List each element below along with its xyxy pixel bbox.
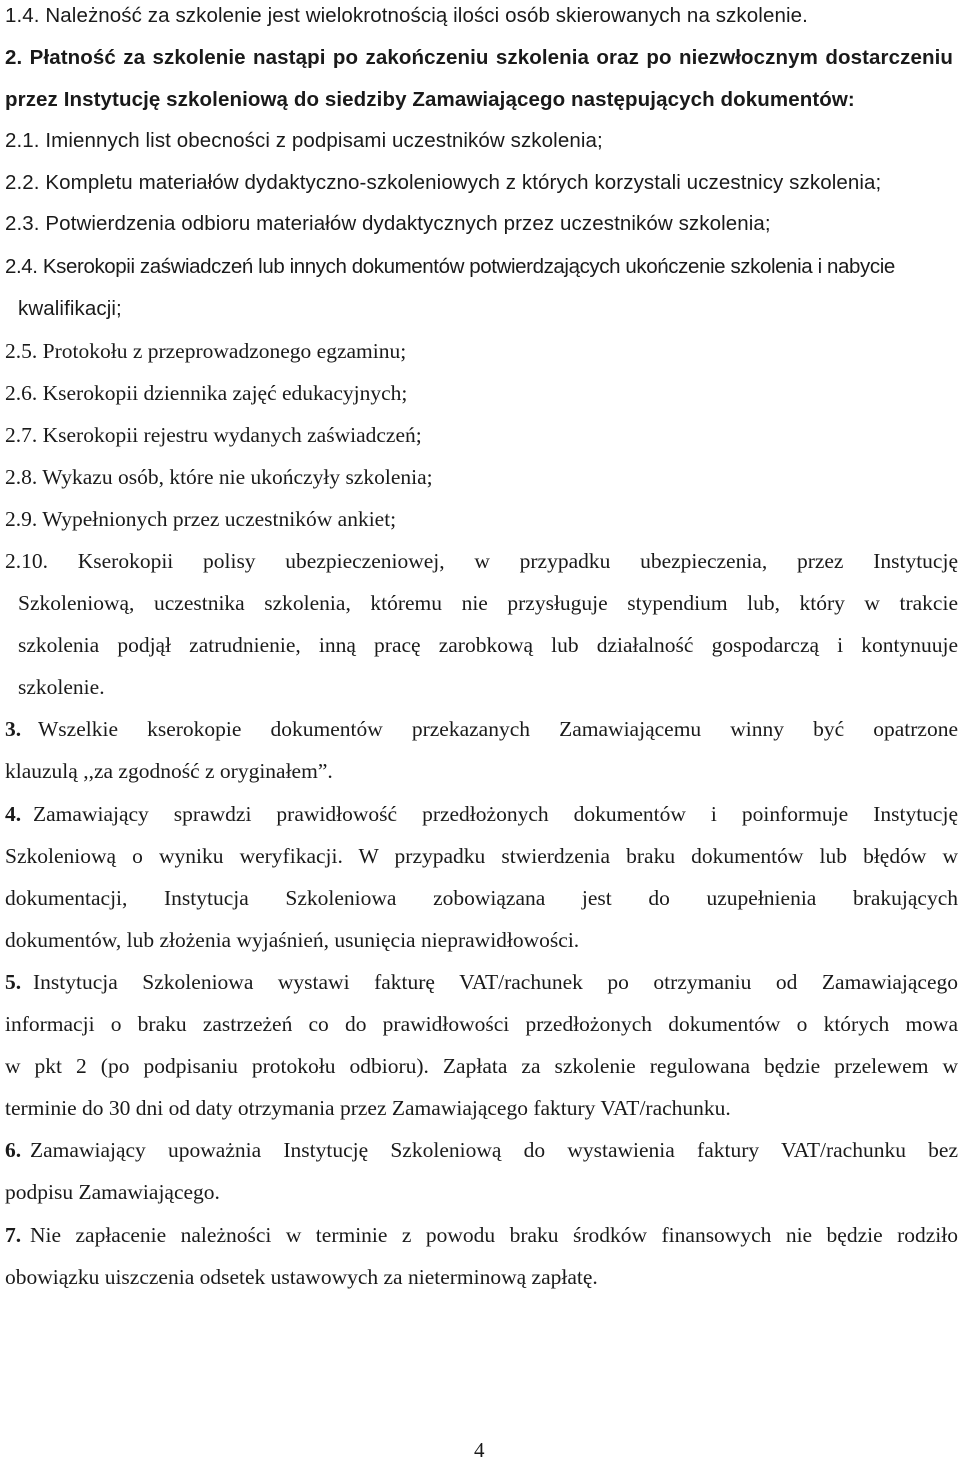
paragraph-3-line1: Wszelkie kserokopie dokumentów przekazanych Zamawiającemu winny być opatrzone	[38, 717, 958, 741]
paragraph-4-line1: Zamawiający sprawdzi prawidłowość przedłożonych dokumentów i poinformuje Instytucję	[33, 802, 958, 826]
paragraph-5-line2: informacji o braku zastrzeżeń co do prawidłowości przedłożonych dokumentów o których mowa	[5, 1012, 958, 1036]
paragraph-6-line1: Zamawiający upoważnia Instytucję Szkoleniową do wystawienia faktury VAT/rachunku bez	[30, 1138, 958, 1162]
item-2-10-line3: szkolenia podjął zatrudnienie, inną pracę zarobkową lub działalność gospodarczą i kontynuuje	[18, 633, 958, 657]
paragraph-5-line3: w pkt 2 (po podpisaniu protokołu odbioru). Zapłata za szkolenie regulowana będzie przelewem w	[5, 1054, 958, 1078]
paragraph-7-number: 7.	[5, 1223, 22, 1247]
item-2-2: 2.2. Kompletu materiałów dydaktyczno-szkoleniowych z których korzystali uczestnicy szkolenia;	[5, 171, 882, 194]
item-2-3: 2.3. Potwierdzenia odbioru materiałów dydaktycznych przez uczestników szkolenia;	[5, 212, 771, 235]
paragraph-2-heading-line1: 2. Płatność za szkolenie nastąpi po zakończeniu szkolenia oraz po niezwłocznym dostarczeniu	[5, 46, 953, 69]
item-2-8: 2.8. Wykazu osób, które nie ukończyły szkolenia;	[5, 465, 433, 489]
paragraph-3-number: 3.	[5, 717, 22, 741]
paragraph-7-line2: obowiązku uiszczenia odsetek ustawowych za nieterminową zapłatę.	[5, 1265, 598, 1289]
item-2-5: 2.5. Protokołu z przeprowadzonego egzaminu;	[5, 339, 407, 363]
paragraph-3-line2: klauzulą ,,za zgodność z oryginałem”.	[5, 759, 333, 783]
paragraph-4-line3: dokumentacji, Instytucja Szkoleniowa zobowiązana jest do uzupełnienia brakujących	[5, 886, 958, 910]
paragraph-5-line4: terminie do 30 dni od daty otrzymania przez Zamawiającego faktury VAT/rachunku.	[5, 1096, 731, 1120]
page-number: 4	[474, 1438, 485, 1462]
item-2-7: 2.7. Kserokopii rejestru wydanych zaświadczeń;	[5, 423, 422, 447]
paragraph-5-line1: Instytucja Szkoleniowa wystawi fakturę VAT/rachunek po otrzymaniu od Zamawiającego	[33, 970, 958, 994]
paragraph-7-line1: Nie zapłacenie należności w terminie z powodu braku środków finansowych nie będzie rodziło	[30, 1223, 958, 1247]
item-2-4-line1: 2.4. Kserokopii zaświadczeń lub innych dokumentów potwierdzających ukończenie szkolenia i nabycie	[5, 255, 895, 278]
item-2-10-line2: Szkoleniową, uczestnika szkolenia, któremu nie przysługuje stypendium lub, który w trakcie	[18, 591, 958, 615]
paragraph-6-line2: podpisu Zamawiającego.	[5, 1180, 220, 1204]
item-2-4-line2: kwalifikacji;	[18, 297, 122, 320]
paragraph-4-number: 4.	[5, 802, 22, 826]
paragraph-4-line4: dokumentów, lub złożenia wyjaśnień, usunięcia nieprawidłowości.	[5, 928, 580, 952]
item-2-9: 2.9. Wypełnionych przez uczestników ankiet;	[5, 507, 397, 531]
paragraph-4-line2: Szkoleniową o wyniku weryfikacji. W przypadku stwierdzenia braku dokumentów lub błędów w	[5, 844, 958, 868]
item-2-10-line4: szkolenie.	[18, 675, 105, 699]
item-2-1: 2.1. Imiennych list obecności z podpisami uczestników szkolenia;	[5, 129, 603, 152]
item-2-10-line1: 2.10. Kserokopii polisy ubezpieczeniowej, w przypadku ubezpieczenia, przez Instytucję	[5, 549, 958, 573]
paragraph-2-heading-line2: przez Instytucję szkoleniową do siedziby Zamawiającego następujących dokumentów:	[5, 88, 855, 111]
paragraph-6-number: 6.	[5, 1138, 22, 1162]
paragraph-1-4: 1.4. Należność za szkolenie jest wielokrotnością ilości osób skierowanych na szkolenie.	[5, 4, 808, 27]
paragraph-5-number: 5.	[5, 970, 22, 994]
item-2-6: 2.6. Kserokopii dziennika zajęć edukacyjnych;	[5, 381, 408, 405]
